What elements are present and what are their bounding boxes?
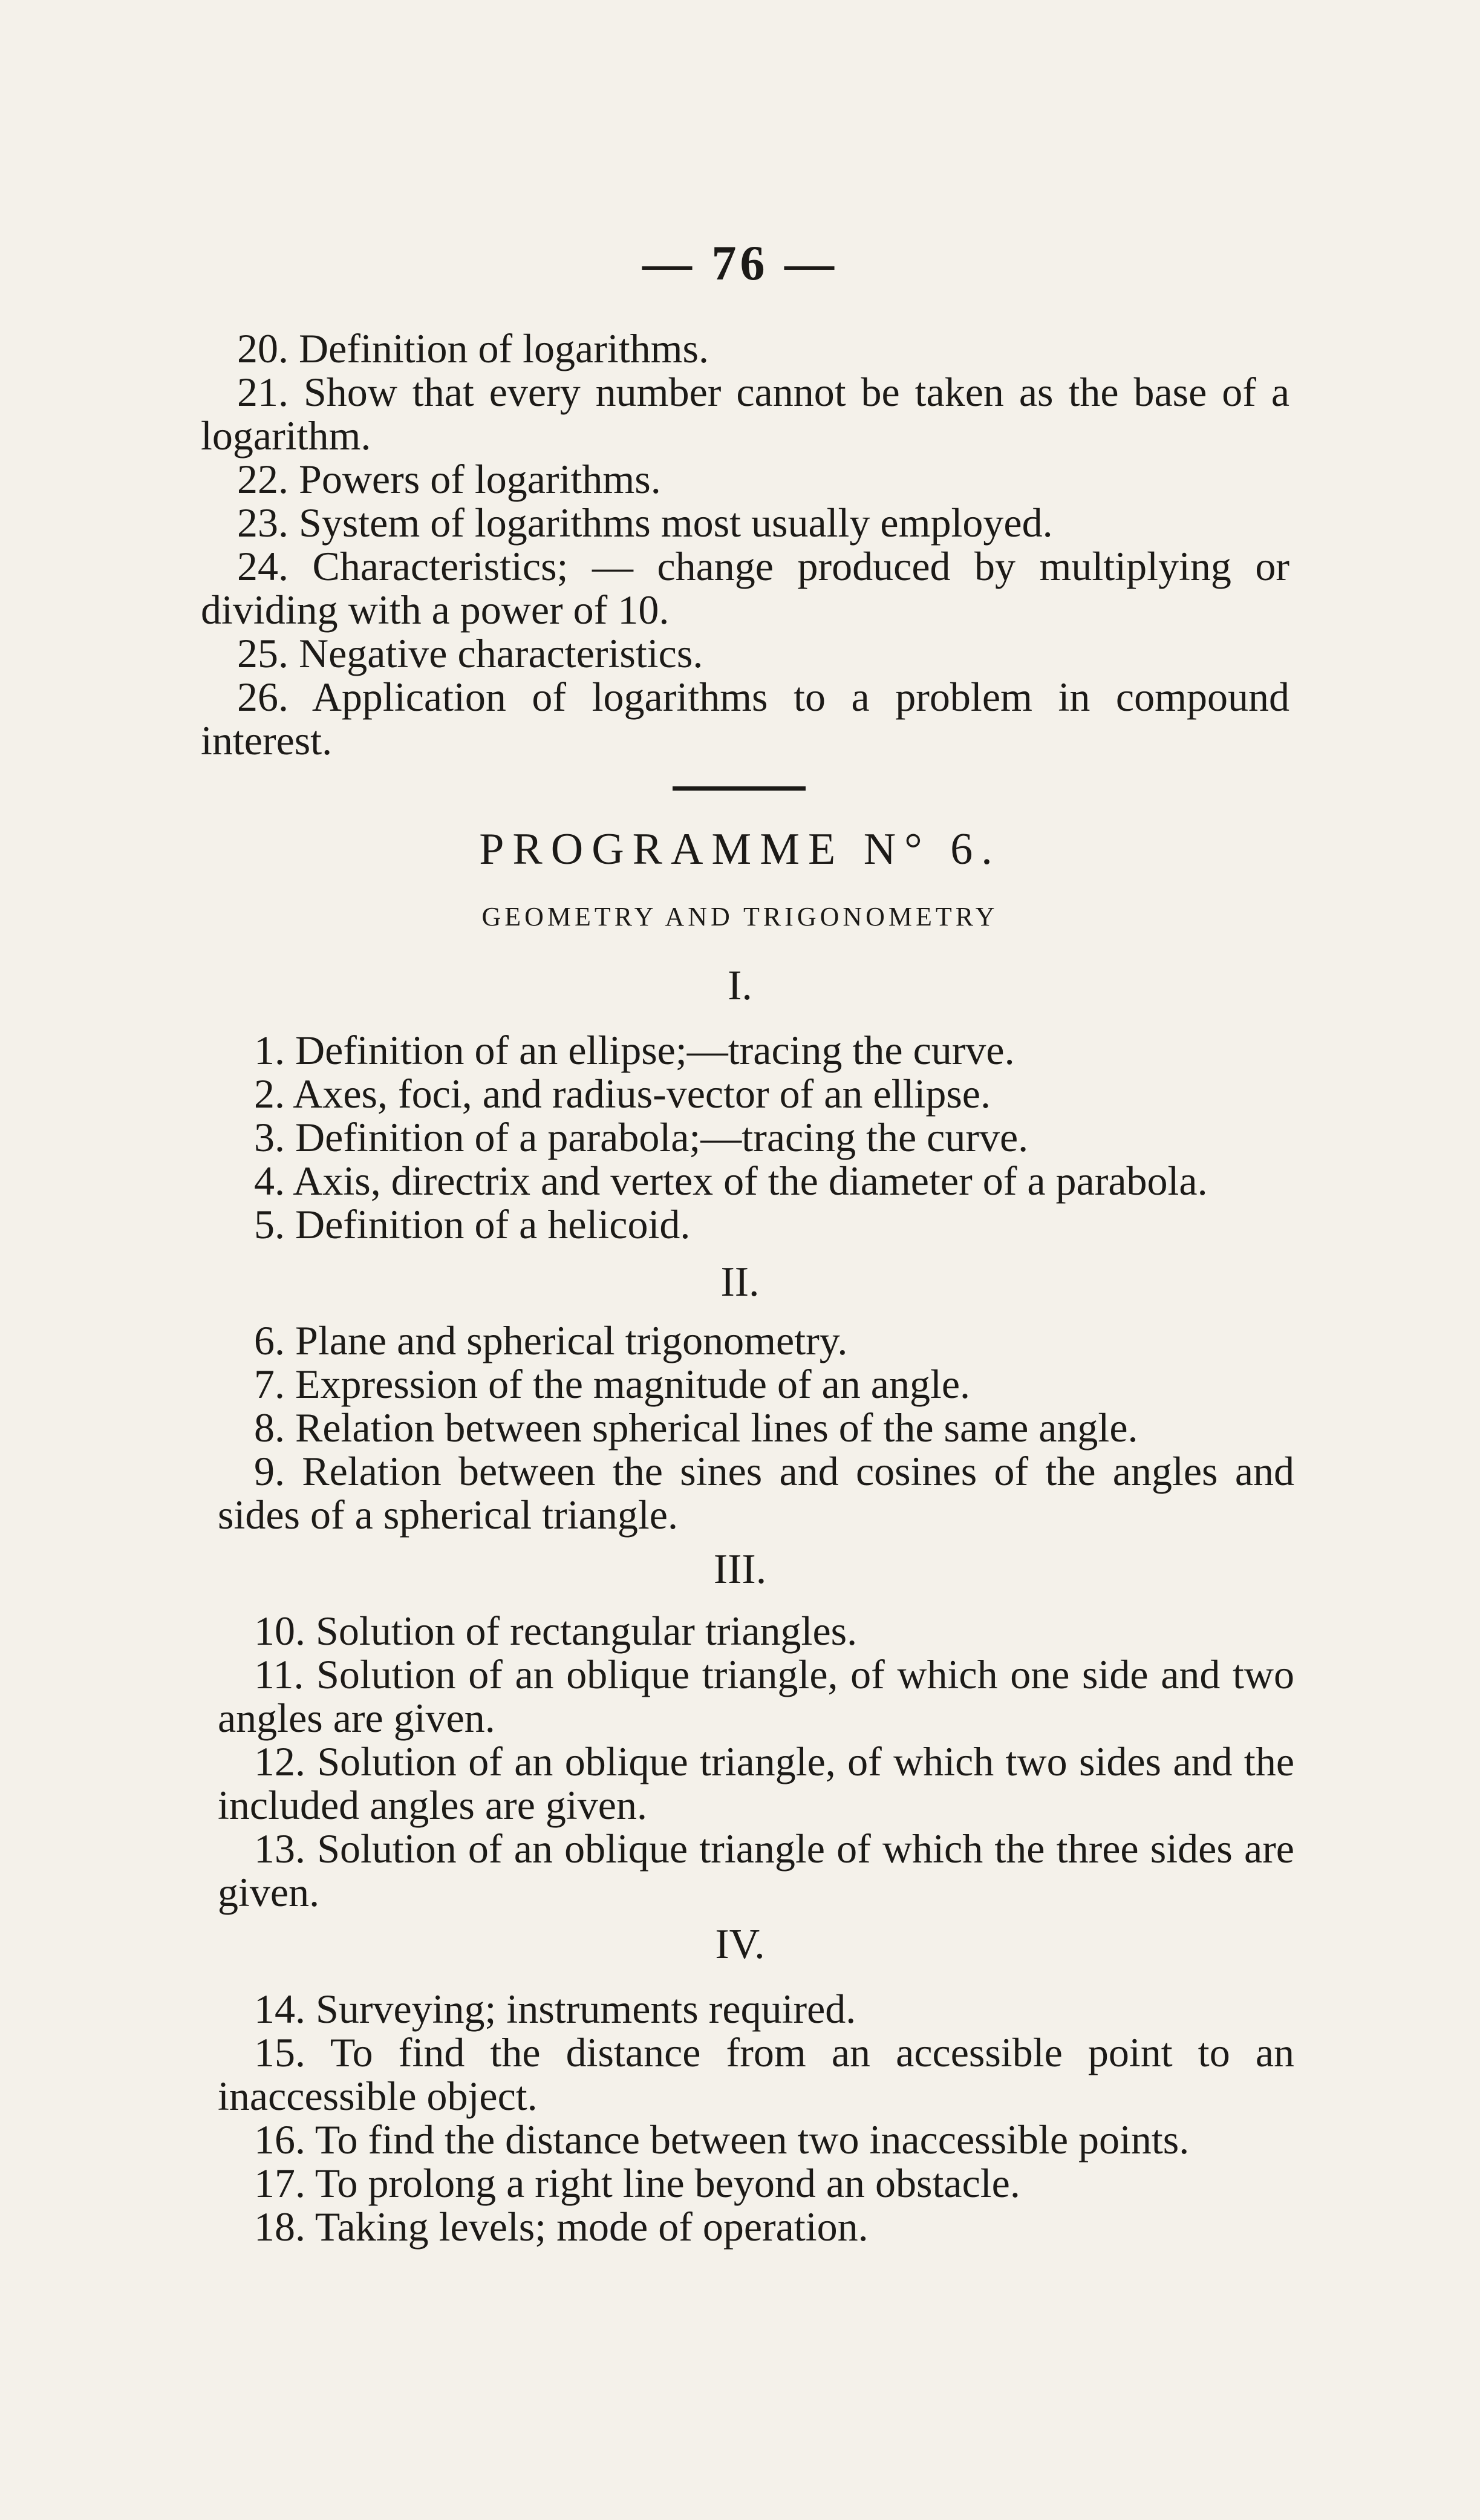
section-numeral: IV.	[715, 1921, 765, 1968]
list-item: 25. Negative characteristics.	[237, 630, 703, 676]
section-numeral: II.	[720, 1259, 760, 1305]
list-item: 8. Relation between spherical lines of the same angle.	[254, 1405, 1138, 1451]
list-item: 10. Solution of rectangular triangles.	[254, 1608, 858, 1654]
list-item: 3. Definition of a parabola;—tracing the curve.	[254, 1114, 1029, 1160]
list-item: 20. Definition of logarithms.	[237, 325, 709, 371]
list-item: 5. Definition of a helicoid.	[254, 1201, 691, 1247]
list-item: 17. To prolong a right line beyond an obstacle.	[254, 2160, 1020, 2206]
list-item: 4. Axis, directrix and vertex of the diameter of a parabola.	[254, 1158, 1208, 1204]
list-item: 24. Characteristics; — change produced by multiplying or dividing with a power of 10.	[201, 543, 1289, 633]
list-item: 2. Axes, foci, and radius-vector of an ellipse.	[254, 1071, 991, 1117]
list-item: 7. Expression of the magnitude of an angle.	[254, 1361, 971, 1407]
list-item: 14. Surveying; instruments required.	[254, 1986, 856, 2032]
list-item: 16. To find the distance between two inaccessible points.	[254, 2117, 1190, 2163]
list-item: 21. Show that every number cannot be taken as the base of a logarithm.	[201, 369, 1289, 459]
list-item: 6. Plane and spherical trigonometry.	[254, 1317, 848, 1363]
section-4-items	[218, 1987, 1294, 2248]
section-numeral: I.	[728, 962, 752, 1009]
section-divider	[673, 786, 806, 791]
list-item: 1. Definition of an ellipse;—tracing the curve.	[254, 1027, 1015, 1073]
page-number: — 76 —	[642, 235, 838, 290]
list-item: 13. Solution of an oblique triangle of which the three sides are given.	[218, 1826, 1294, 1915]
section-2-items	[218, 1319, 1294, 1536]
list-item: 26. Application of logarithms to a problem in compound interest.	[201, 674, 1289, 763]
list-item: 11. Solution of an oblique triangle, of which one side and two angles are given.	[218, 1651, 1294, 1741]
list-item: 12. Solution of an oblique triangle, of which two sides and the included angles are given.	[218, 1738, 1294, 1828]
list-item: 9. Relation between the sines and cosines of the angles and sides of a spherical triangle.	[218, 1448, 1294, 1538]
list-item: 23. System of logarithms most usually employed.	[237, 500, 1053, 546]
section-numeral: III.	[713, 1546, 767, 1593]
logarithm-questions	[201, 327, 1289, 762]
list-item: 22. Powers of logarithms.	[237, 456, 661, 502]
list-item: 15. To find the distance from an accessible point to an inaccessible object.	[218, 2029, 1294, 2119]
section-3-items	[218, 1609, 1294, 1914]
programme-title: PROGRAMME N° 6.	[479, 824, 1001, 874]
programme-subtitle: GEOMETRY AND TRIGONOMETRY	[481, 902, 999, 932]
section-1-items	[218, 1028, 1294, 1246]
list-item: 18. Taking levels; mode of operation.	[254, 2204, 869, 2250]
